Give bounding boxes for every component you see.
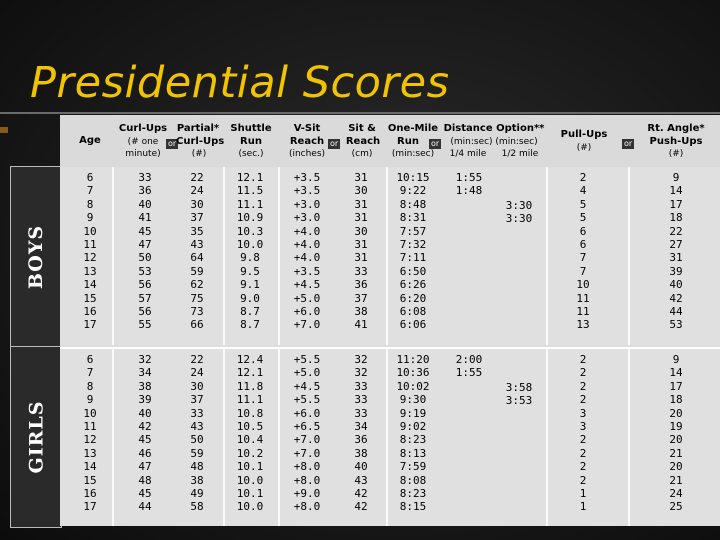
header-distance-quarter: 1/4 mile — [449, 149, 487, 159]
left-edge-mark — [0, 127, 8, 133]
table-cell: +7.0 — [293, 318, 321, 332]
table-cell: +4.0 — [293, 251, 321, 265]
table-cell: 40 — [669, 278, 683, 292]
table-cell: 56 — [138, 304, 152, 318]
table-cell: +6.0 — [293, 304, 321, 318]
girls-pushups-column — [638, 353, 714, 514]
table-cell: +5.0 — [293, 291, 321, 305]
table-cell: 31 — [354, 251, 368, 265]
table-cell: 7 — [86, 184, 94, 198]
table-cell: 7:57 — [399, 224, 427, 238]
header-pullups-line2: (#) — [576, 143, 592, 153]
table-cell: 8:31 — [399, 211, 427, 225]
table-cell: 38 — [190, 473, 204, 487]
table-cell: 21 — [669, 473, 683, 487]
table-cell: 41 — [138, 211, 152, 225]
table-cell: 17 — [669, 197, 683, 211]
boys-curl-column — [120, 171, 170, 332]
table-cell: 3:30 — [505, 212, 533, 226]
boys-sitreach-column — [338, 171, 384, 332]
table-cell: 45 — [138, 224, 152, 238]
header-vsit-line1: V-Sit — [293, 123, 321, 134]
table-cell: 6:50 — [399, 264, 427, 278]
table-cell: 4 — [579, 184, 587, 198]
table-cell: 20 — [669, 460, 683, 474]
header-shuttle-line2: Run — [240, 136, 262, 147]
table-cell: 30 — [354, 224, 368, 238]
table-cell: 33 — [354, 379, 368, 393]
table-cell: 13 — [83, 446, 97, 460]
table-cell: 3 — [579, 419, 587, 433]
table-cell: 11.1 — [236, 197, 264, 211]
table-cell: 37 — [190, 211, 204, 225]
table-cell: +6.0 — [293, 406, 321, 420]
table-cell: 15 — [83, 473, 97, 487]
header-distance-line1: Distance Option** — [443, 123, 545, 134]
table-cell: 2 — [579, 433, 587, 447]
table-cell: 8:23 — [399, 433, 427, 447]
header-vsit-line3: (inches) — [288, 149, 326, 159]
table-cell: 10.3 — [236, 224, 264, 238]
table-cell: 6 — [579, 237, 587, 251]
table-cell: 36 — [138, 184, 152, 198]
table-cell: 48 — [190, 460, 204, 474]
header-curl-line3: minute) — [125, 149, 161, 159]
table-cell: 7 — [86, 366, 94, 380]
table-cell: 14 — [669, 184, 683, 198]
table-cell: 37 — [354, 291, 368, 305]
table-cell: 11 — [83, 419, 97, 433]
table-cell: 21 — [669, 446, 683, 460]
table-cell: 1:55 — [455, 171, 483, 184]
table-cell: +9.0 — [293, 486, 321, 500]
table-cell: 75 — [190, 291, 204, 305]
table-cell: 10:02 — [396, 379, 430, 393]
table-cell: 2 — [579, 460, 587, 474]
table-cell: 8:15 — [399, 500, 427, 514]
girls-mile-column — [386, 353, 440, 514]
table-cell: 35 — [190, 224, 204, 238]
table-cell: 9.5 — [240, 264, 260, 278]
header-shuttle-line3: (sec.) — [238, 149, 264, 159]
table-cell: 2:00 — [455, 353, 483, 366]
table-cell: 49 — [190, 486, 204, 500]
table-cell: 10 — [576, 278, 590, 292]
header-sitreach-line2: Reach — [345, 136, 381, 147]
header-shuttle-line1: Shuttle — [230, 123, 272, 134]
table-cell: 6 — [86, 171, 94, 184]
table-cell: 48 — [138, 473, 152, 487]
table-cell: 15 — [83, 291, 97, 305]
table-cell: 32 — [354, 353, 368, 366]
girls-half-column — [494, 381, 544, 408]
girls-quarter-column — [444, 353, 494, 380]
table-cell: 53 — [669, 318, 683, 332]
header-rtangle-line1: Rt. Angle* — [647, 123, 705, 134]
header-rtangle-line3: (#) — [668, 149, 684, 159]
boys-partial-column — [172, 171, 222, 332]
table-cell: 42 — [354, 500, 368, 514]
header-rtangle-line2: Push-Ups — [649, 136, 703, 147]
header-curl-line1: Curl-Ups — [118, 123, 168, 134]
table-cell: 22 — [190, 171, 204, 184]
header-mile-line3: (min:sec) — [391, 149, 435, 159]
table-cell: 2 — [579, 353, 587, 366]
table-cell: 42 — [669, 291, 683, 305]
table-cell: 31 — [354, 197, 368, 211]
or-badge: or — [624, 139, 633, 148]
table-cell: 10 — [83, 224, 97, 238]
table-header — [60, 115, 720, 169]
table-cell: 24 — [669, 486, 683, 500]
header-distance-line2: (min:sec) (min:sec) — [450, 137, 538, 147]
table-cell: 11 — [83, 237, 97, 251]
table-cell: 32 — [354, 366, 368, 380]
table-cell: 41 — [354, 318, 368, 332]
girls-shuttle-column — [225, 353, 275, 514]
table-cell: 12.1 — [236, 171, 264, 184]
table-cell: 47 — [138, 460, 152, 474]
table-cell: +5.5 — [293, 353, 321, 366]
table-cell: 14 — [669, 366, 683, 380]
header-distance-half: 1/2 mile — [501, 149, 539, 159]
table-cell: 18 — [669, 211, 683, 225]
table-cell: 8:08 — [399, 473, 427, 487]
table-cell: 33 — [354, 264, 368, 278]
table-cell: 36 — [354, 433, 368, 447]
girls-vsit-column — [280, 353, 334, 514]
table-cell: 27 — [669, 237, 683, 251]
table-cell: 30 — [190, 379, 204, 393]
boys-pullups-column — [552, 171, 614, 332]
table-cell: 3 — [579, 406, 587, 420]
table-cell: 10.4 — [236, 433, 264, 447]
table-cell: 42 — [138, 419, 152, 433]
table-cell: +3.5 — [293, 171, 321, 184]
table-cell: 10.1 — [236, 486, 264, 500]
table-cell: 18 — [669, 393, 683, 407]
girls-label: GIRLS — [25, 400, 48, 474]
table-cell: 6:20 — [399, 291, 427, 305]
table-cell: 10.0 — [236, 237, 264, 251]
table-cell: 30 — [354, 184, 368, 198]
girls-sitreach-column — [338, 353, 384, 514]
table-cell: 37 — [190, 393, 204, 407]
header-sitreach-line1: Sit & — [348, 123, 376, 134]
table-cell: 6:06 — [399, 318, 427, 332]
table-cell: 12 — [83, 251, 97, 265]
boys-shuttle-column — [225, 171, 275, 332]
table-cell: 8.7 — [240, 318, 260, 332]
table-cell: 9 — [672, 353, 680, 366]
table-cell: 3:53 — [505, 394, 533, 408]
girls-age-column — [68, 353, 112, 514]
header-partial-line2: Curl-Ups — [176, 136, 225, 147]
table-cell: 45 — [138, 486, 152, 500]
table-cell: 8.7 — [240, 304, 260, 318]
table-cell: +5.0 — [293, 366, 321, 380]
table-cell: 9:22 — [399, 184, 427, 198]
table-cell: 1 — [579, 486, 587, 500]
table-cell: +4.5 — [293, 379, 321, 393]
table-cell: 53 — [138, 264, 152, 278]
table-cell: 43 — [190, 237, 204, 251]
table-cell: 5 — [579, 211, 587, 225]
table-cell: 17 — [83, 318, 97, 332]
table-cell: 33 — [190, 406, 204, 420]
boys-vsit-column — [280, 171, 334, 332]
table-cell: 44 — [138, 500, 152, 514]
table-cell: 34 — [354, 419, 368, 433]
table-cell: 9.8 — [240, 251, 260, 265]
table-cell: +7.0 — [293, 433, 321, 447]
table-cell: 19 — [669, 419, 683, 433]
table-cell: 45 — [138, 433, 152, 447]
table-cell: +8.0 — [293, 473, 321, 487]
table-cell: +4.0 — [293, 224, 321, 238]
table-cell: 5 — [579, 197, 587, 211]
table-cell: 31 — [354, 237, 368, 251]
or-badge: or — [168, 139, 177, 148]
table-cell: +4.0 — [293, 237, 321, 251]
table-cell: +5.5 — [293, 393, 321, 407]
table-cell: 2 — [579, 473, 587, 487]
header-curl-line2: (# one — [127, 137, 159, 147]
table-cell: 31 — [354, 171, 368, 184]
header-partial-line3: (#) — [191, 149, 207, 159]
header-mile-line2: Run — [397, 136, 419, 147]
table-cell: 16 — [83, 304, 97, 318]
table-cell: 11.5 — [236, 184, 264, 198]
table-cell: +3.5 — [293, 264, 321, 278]
table-cell: 8:23 — [399, 486, 427, 500]
table-cell: 2 — [579, 366, 587, 380]
table-cell: 38 — [138, 379, 152, 393]
table-cell: 6 — [579, 224, 587, 238]
boys-quarter-column — [444, 171, 494, 198]
table-cell: 56 — [138, 278, 152, 292]
table-cell: 9 — [86, 393, 94, 407]
table-cell: 9 — [672, 171, 680, 184]
header-pullups-line1: Pull-Ups — [560, 129, 608, 140]
table-cell: 13 — [83, 264, 97, 278]
girls-curl-column — [120, 353, 170, 514]
table-cell: 39 — [669, 264, 683, 278]
header-age: Age — [79, 135, 101, 146]
table-cell: 11.8 — [236, 379, 264, 393]
table-cell: 25 — [669, 500, 683, 514]
table-cell: 17 — [83, 500, 97, 514]
table-cell: 9.1 — [240, 278, 260, 292]
table-cell: +3.5 — [293, 184, 321, 198]
table-cell: 31 — [669, 251, 683, 265]
title-divider — [0, 112, 720, 114]
table-cell: 40 — [138, 406, 152, 420]
table-cell: 6:08 — [399, 304, 427, 318]
table-cell: 13 — [576, 318, 590, 332]
table-cell: +3.0 — [293, 211, 321, 225]
table-cell: 2 — [579, 379, 587, 393]
table-cell: 34 — [138, 366, 152, 380]
table-cell: 59 — [190, 446, 204, 460]
header-vsit-line2: Reach — [289, 136, 325, 147]
table-cell: 6:26 — [399, 278, 427, 292]
table-cell: +4.5 — [293, 278, 321, 292]
table-cell: 10.2 — [236, 446, 264, 460]
table-cell: 39 — [138, 393, 152, 407]
table-cell: 7:59 — [399, 460, 427, 474]
table-cell: 9:19 — [399, 406, 427, 420]
table-cell: 7:32 — [399, 237, 427, 251]
table-cell: +3.0 — [293, 197, 321, 211]
table-cell: 7 — [579, 251, 587, 265]
table-cell: 22 — [669, 224, 683, 238]
table-cell: 10.0 — [236, 473, 264, 487]
table-cell: 11:20 — [396, 353, 430, 366]
table-cell: 7 — [579, 264, 587, 278]
table-cell: 11 — [576, 304, 590, 318]
table-cell: 8:48 — [399, 197, 427, 211]
table-cell: 33 — [354, 406, 368, 420]
table-cell: 10.0 — [236, 500, 264, 514]
table-cell: 38 — [354, 304, 368, 318]
table-cell: 42 — [354, 486, 368, 500]
table-cell: 2 — [579, 171, 587, 184]
table-cell: 20 — [669, 406, 683, 420]
table-cell: 2 — [579, 446, 587, 460]
table-cell: 62 — [190, 278, 204, 292]
table-cell: +8.0 — [293, 460, 321, 474]
table-cell: 59 — [190, 264, 204, 278]
table-cell: +8.0 — [293, 500, 321, 514]
table-cell: 11.1 — [236, 393, 264, 407]
table-cell: 10.5 — [236, 419, 264, 433]
table-cell: 55 — [138, 318, 152, 332]
table-cell: 16 — [83, 486, 97, 500]
table-cell: 7:11 — [399, 251, 427, 265]
table-cell: 36 — [354, 278, 368, 292]
table-cell: 10:15 — [396, 171, 430, 184]
or-badge: or — [330, 139, 339, 148]
table-cell: 2 — [579, 393, 587, 407]
boys-label: BOYS — [25, 224, 47, 290]
table-cell: 9 — [86, 211, 94, 225]
girls-section-label — [10, 346, 62, 528]
girls-partial-column — [172, 353, 222, 514]
table-cell: 12 — [83, 433, 97, 447]
girls-pullups-column — [552, 353, 614, 514]
table-cell: 3:30 — [505, 199, 533, 212]
table-cell: 30 — [190, 197, 204, 211]
table-cell: 40 — [138, 197, 152, 211]
table-cell: 73 — [190, 304, 204, 318]
table-cell: 58 — [190, 500, 204, 514]
table-cell: 47 — [138, 237, 152, 251]
table-cell: 43 — [190, 419, 204, 433]
boys-rows — [60, 167, 720, 345]
table-cell: 40 — [354, 460, 368, 474]
table-cell: 50 — [190, 433, 204, 447]
table-cell: +7.0 — [293, 446, 321, 460]
table-cell: 20 — [669, 433, 683, 447]
table-cell: 43 — [354, 473, 368, 487]
table-cell: 14 — [83, 278, 97, 292]
boys-half-column — [494, 199, 544, 226]
table-cell: 9:02 — [399, 419, 427, 433]
header-partial-line1: Partial* — [176, 123, 220, 134]
table-cell: 8 — [86, 197, 94, 211]
girls-rows — [60, 347, 720, 526]
table-cell: 14 — [83, 460, 97, 474]
header-mile-line1: One-Mile — [387, 123, 439, 134]
table-cell: 24 — [190, 366, 204, 380]
table-cell: 10.9 — [236, 211, 264, 225]
table-cell: 12.4 — [236, 353, 264, 366]
slide-title: Presidential Scores — [30, 58, 450, 108]
table-cell: 31 — [354, 211, 368, 225]
table-cell: 24 — [190, 184, 204, 198]
table-cell: 10 — [83, 406, 97, 420]
table-cell: 38 — [354, 446, 368, 460]
table-cell: 11 — [576, 291, 590, 305]
boys-pushups-column — [638, 171, 714, 332]
table-cell: 9.0 — [240, 291, 260, 305]
boys-mile-column — [386, 171, 440, 332]
table-cell: 1:55 — [455, 366, 483, 380]
table-cell: 33 — [138, 171, 152, 184]
table-cell: 1:48 — [455, 184, 483, 198]
table-cell: 8:13 — [399, 446, 427, 460]
table-cell: 10.8 — [236, 406, 264, 420]
table-cell: 6 — [86, 353, 94, 366]
table-cell: 1 — [579, 500, 587, 514]
table-cell: 57 — [138, 291, 152, 305]
table-cell: 44 — [669, 304, 683, 318]
table-cell: 22 — [190, 353, 204, 366]
boys-section-label — [10, 166, 62, 348]
table-cell: 8 — [86, 379, 94, 393]
boys-age-column — [68, 171, 112, 332]
table-cell: +6.5 — [293, 419, 321, 433]
or-badge: or — [431, 139, 440, 148]
table-cell: 17 — [669, 379, 683, 393]
table-cell: 12.1 — [236, 366, 264, 380]
table-cell: 32 — [138, 353, 152, 366]
table-cell: 3:58 — [505, 381, 533, 394]
table-cell: 66 — [190, 318, 204, 332]
table-cell: 10:36 — [396, 366, 430, 380]
table-cell: 9:30 — [399, 393, 427, 407]
header-sitreach-line3: (cm) — [351, 149, 373, 159]
table-cell: 10.1 — [236, 460, 264, 474]
scores-table — [60, 115, 720, 526]
table-cell: 50 — [138, 251, 152, 265]
table-cell: 33 — [354, 393, 368, 407]
table-cell: 46 — [138, 446, 152, 460]
table-cell: 64 — [190, 251, 204, 265]
